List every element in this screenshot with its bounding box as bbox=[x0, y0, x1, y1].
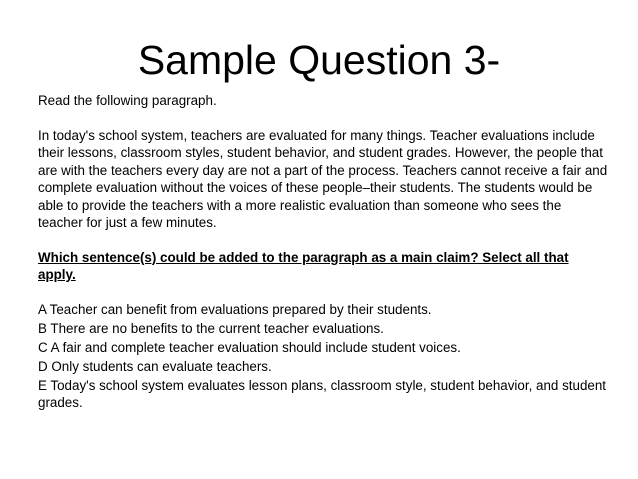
answer-option-c: C A fair and complete teacher evaluation should include student voices. bbox=[38, 339, 461, 355]
answer-option-b: B There are no benefits to the current teacher evaluations. bbox=[38, 320, 384, 336]
slide-title: Sample Question 3- bbox=[137, 37, 501, 83]
instruction-text: Read the following paragraph. bbox=[38, 93, 217, 108]
question-prompt: Which sentence(s) could be added to the paragraph as a main claim? Select all that apply. bbox=[38, 249, 569, 282]
answer-options bbox=[38, 301, 608, 412]
passage-paragraph: In today's school system, teachers are evaluated for many things. Teacher evaluations include their lessons, classroom styles, student behavior, and student grades. However, the people that are with the teachers every day are not a part of the process. Teachers cannot receive a fair and complete evaluation without the voices of these people–their students. The students would be able to provide the teachers with a more realistic evaluation than someone who sees the teacher for just a few minutes. bbox=[38, 127, 608, 230]
answer-option-a: A Teacher can benefit from evaluations prepared by their students. bbox=[38, 301, 432, 317]
slide-content bbox=[38, 92, 608, 413]
answer-option-e: E Today's school system evaluates lesson plans, classroom style, student behavior, and student grades. bbox=[38, 377, 607, 410]
answer-option-d: D Only students can evaluate teachers. bbox=[38, 358, 272, 374]
